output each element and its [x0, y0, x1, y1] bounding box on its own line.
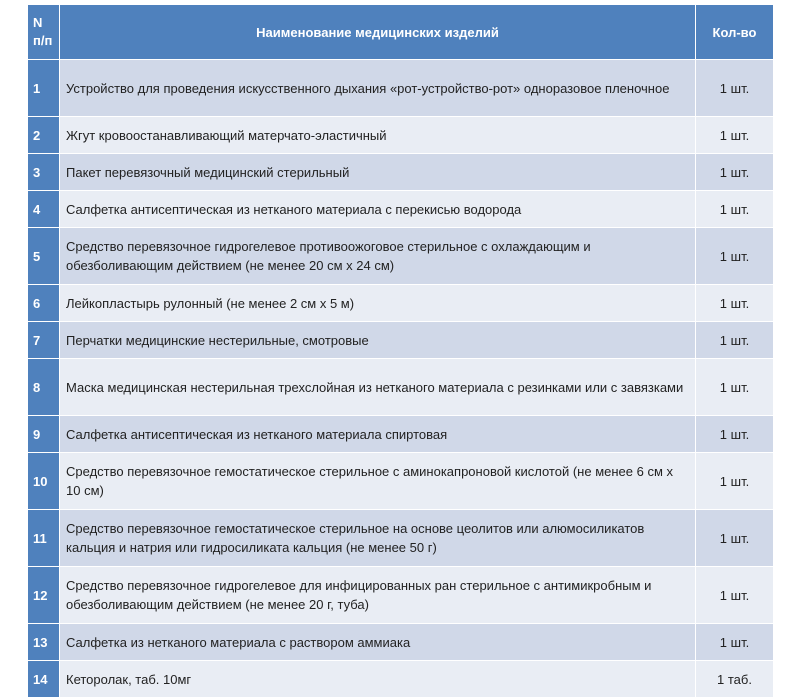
item-quantity: 1 шт.: [696, 228, 774, 285]
item-name: Средство перевязочное гидрогелевое для инфицированных ран стерильное с антимикробным и обезболивающим действием (не менее 20 г, туба): [60, 567, 696, 624]
row-number: 7: [28, 322, 60, 359]
medical-items-table: [27, 4, 774, 698]
row-number: 6: [28, 285, 60, 322]
table-row: [28, 567, 774, 624]
item-quantity: 1 шт.: [696, 624, 774, 661]
item-name: Маска медицинская нестерильная трехслойная из нетканого материала с резинками или с завязками: [60, 359, 696, 416]
item-quantity: 1 шт.: [696, 154, 774, 191]
row-number: 1: [28, 60, 60, 117]
item-name: Лейкопластырь рулонный (не менее 2 см x 5 м): [60, 285, 696, 322]
item-quantity: 1 шт.: [696, 359, 774, 416]
row-number: 11: [28, 510, 60, 567]
header-num-part: N: [33, 15, 43, 30]
row-number: 13: [28, 624, 60, 661]
item-quantity: 1 шт.: [696, 567, 774, 624]
item-quantity: 1 шт.: [696, 117, 774, 154]
table-header-row: [28, 5, 774, 60]
item-name: Жгут кровоостанавливающий матерчато-эластичный: [60, 117, 696, 154]
header-qty: Кол-во: [696, 5, 774, 60]
row-number: 14: [28, 661, 60, 698]
item-quantity: 1 шт.: [696, 60, 774, 117]
table-row: [28, 510, 774, 567]
item-quantity: 1 шт.: [696, 453, 774, 510]
row-number: 9: [28, 416, 60, 453]
table-row: [28, 322, 774, 359]
item-name: Перчатки медицинские нестерильные, смотровые: [60, 322, 696, 359]
item-quantity: 1 шт.: [696, 416, 774, 453]
item-name: Салфетка антисептическая из нетканого материала с перекисью водорода: [60, 191, 696, 228]
item-name: Средство перевязочное гемостатическое стерильное на основе цеолитов или алюмосиликатов кальция и натрия или гидросиликата кальция (не менее 50 г): [60, 510, 696, 567]
row-number: 12: [28, 567, 60, 624]
table-row: [28, 624, 774, 661]
row-number: 8: [28, 359, 60, 416]
table-row: [28, 117, 774, 154]
table-row: [28, 285, 774, 322]
row-number: 5: [28, 228, 60, 285]
table-row: [28, 228, 774, 285]
item-name: Устройство для проведения искусственного дыхания «рот-устройство-рот» одноразовое пленочное: [60, 60, 696, 117]
table-row: [28, 60, 774, 117]
item-name: Кеторолак, таб. 10мг: [60, 661, 696, 698]
row-number: 4: [28, 191, 60, 228]
item-name: Средство перевязочное гемостатическое стерильное с аминокапроновой кислотой (не менее 6 см x 10 см): [60, 453, 696, 510]
item-name: Салфетка из нетканого материала с раствором аммиака: [60, 624, 696, 661]
row-number: 3: [28, 154, 60, 191]
header-num: [28, 5, 60, 60]
item-quantity: 1 шт.: [696, 510, 774, 567]
table-row: [28, 661, 774, 698]
item-quantity: 1 шт.: [696, 285, 774, 322]
item-quantity: 1 шт.: [696, 191, 774, 228]
table-row: [28, 416, 774, 453]
item-name: Салфетка антисептическая из нетканого материала спиртовая: [60, 416, 696, 453]
item-name: Пакет перевязочный медицинский стерильный: [60, 154, 696, 191]
item-name: Средство перевязочное гидрогелевое противоожоговое стерильное с охлаждающим и обезболивающим действием (не менее 20 см x 24 см): [60, 228, 696, 285]
row-number: 10: [28, 453, 60, 510]
table-row: [28, 359, 774, 416]
header-name: Наименование медицинских изделий: [60, 5, 696, 60]
table-row: [28, 191, 774, 228]
table-row: [28, 453, 774, 510]
row-number: 2: [28, 117, 60, 154]
item-quantity: 1 шт.: [696, 322, 774, 359]
table-row: [28, 154, 774, 191]
item-quantity: 1 таб.: [696, 661, 774, 698]
header-num-part: п/п: [33, 33, 53, 48]
